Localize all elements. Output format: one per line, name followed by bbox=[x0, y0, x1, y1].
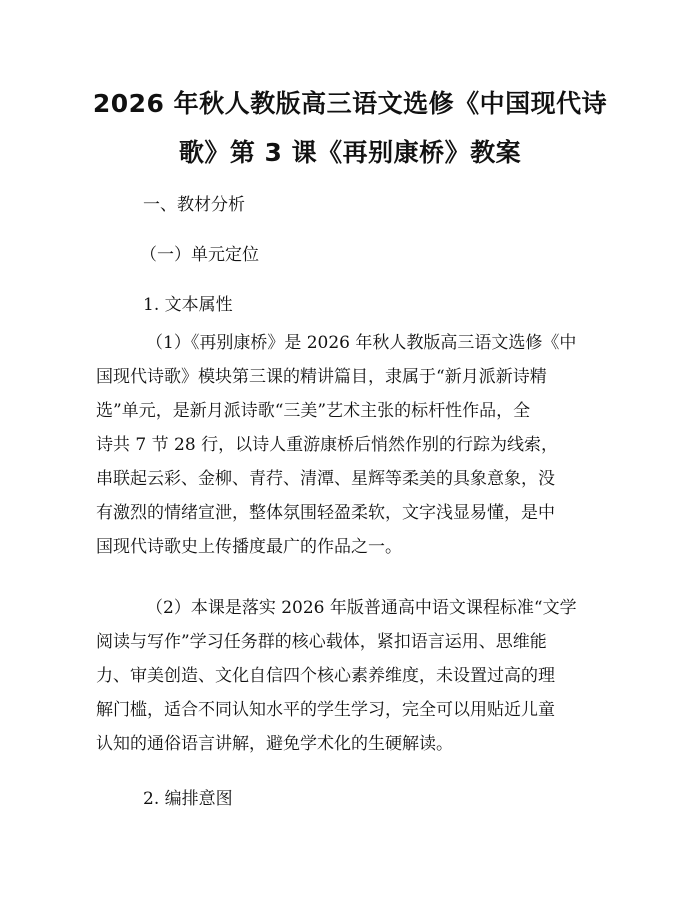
paragraph-text-attributes bbox=[96, 326, 606, 564]
item-heading-arrangement-intent: 2. 编排意图 bbox=[143, 789, 233, 809]
document-title-line-1: 2026 年秋人教版高三语文选修《中国现代诗 bbox=[92, 89, 608, 118]
paragraph-line: 阅读与写作”学习任务群的核心载体，紧扣语言运用、思维能 bbox=[96, 632, 547, 652]
paragraph-line: 解门槛，适合不同认知水平的学生学习，完全可以用贴近儿童 bbox=[96, 700, 555, 720]
section-heading-teaching-material-analysis: 一、教材分析 bbox=[143, 195, 245, 215]
subsection-heading-unit-positioning: （一）单元定位 bbox=[140, 245, 259, 265]
paragraph-curriculum-standard bbox=[96, 591, 606, 761]
paragraph-line: 诗共 7 节 28 行，以诗人重游康桥后悄然作别的行踪为线索， bbox=[96, 435, 559, 455]
paragraph-line: 选”单元，是新月派诗歌“三美”艺术主张的标杆性作品，全 bbox=[96, 401, 531, 421]
paragraph-line: （1）《再别康桥》是 2026 年秋人教版高三语文选修《中 bbox=[146, 333, 577, 353]
paragraph-line: 串联起云彩、金柳、青荇、清潭、星辉等柔美的具象意象，没 bbox=[96, 469, 555, 489]
paragraph-line: 认知的通俗语言讲解，避免学术化的生硬解读。 bbox=[96, 734, 453, 754]
paragraph-line: 力、审美创造、文化自信四个核心素养维度，未设置过高的理 bbox=[96, 666, 555, 686]
document-title-line-2: 歌》第 3 课《再别康桥》教案 bbox=[178, 138, 522, 167]
paragraph-line: （2）本课是落实 2026 年版普通高中语文课程标准“文学 bbox=[146, 598, 577, 618]
paragraph-line: 国现代诗歌史上传播度最广的作品之一。 bbox=[96, 537, 402, 557]
item-heading-text-attributes: 1. 文本属性 bbox=[143, 295, 233, 315]
paragraph-line: 国现代诗歌》模块第三课的精讲篇目，隶属于“新月派新诗精 bbox=[96, 367, 547, 387]
paragraph-line: 有激烈的情绪宣泄，整体氛围轻盈柔软，文字浅显易懂，是中 bbox=[96, 503, 555, 523]
